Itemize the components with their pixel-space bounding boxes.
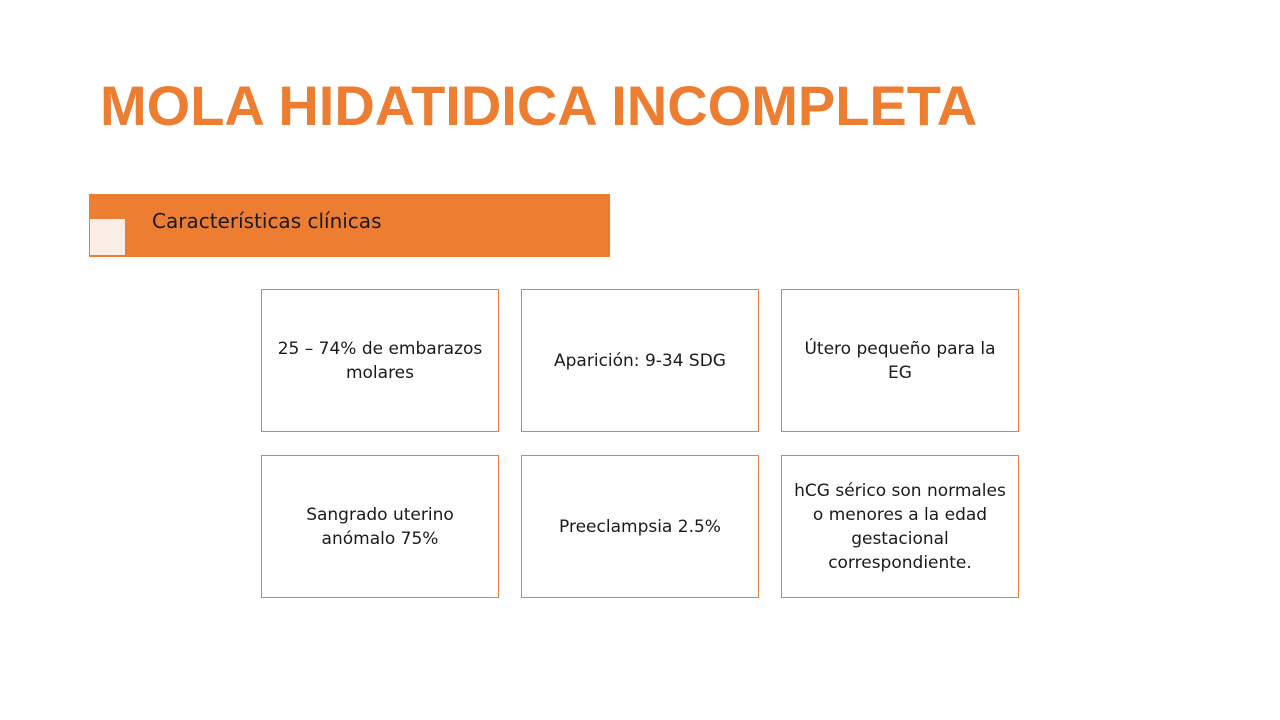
- section-header-label: Características clínicas: [152, 209, 382, 233]
- slide-title: MOLA HIDATIDICA INCOMPLETA: [100, 74, 978, 137]
- card-uterus-size: [781, 289, 1019, 432]
- card-text: hCG sérico son normales o menores a la edad gestacional correspondiente.: [794, 480, 1006, 573]
- card-text: Preeclampsia 2.5%: [559, 516, 721, 537]
- card-text: Útero pequeño para la EG: [804, 338, 996, 383]
- card-text: Aparición: 9-34 SDG: [554, 350, 726, 371]
- card-bleeding: [261, 455, 499, 598]
- card-text: Sangrado uterino anómalo 75%: [306, 504, 454, 549]
- card-onset: [521, 289, 759, 432]
- card-hcg: [781, 455, 1019, 598]
- card-preeclampsia: [521, 455, 759, 598]
- card-text: 25 – 74% de embarazos molares: [277, 338, 483, 383]
- section-header-square-icon: [89, 218, 126, 256]
- card-percent-molar: [261, 289, 499, 432]
